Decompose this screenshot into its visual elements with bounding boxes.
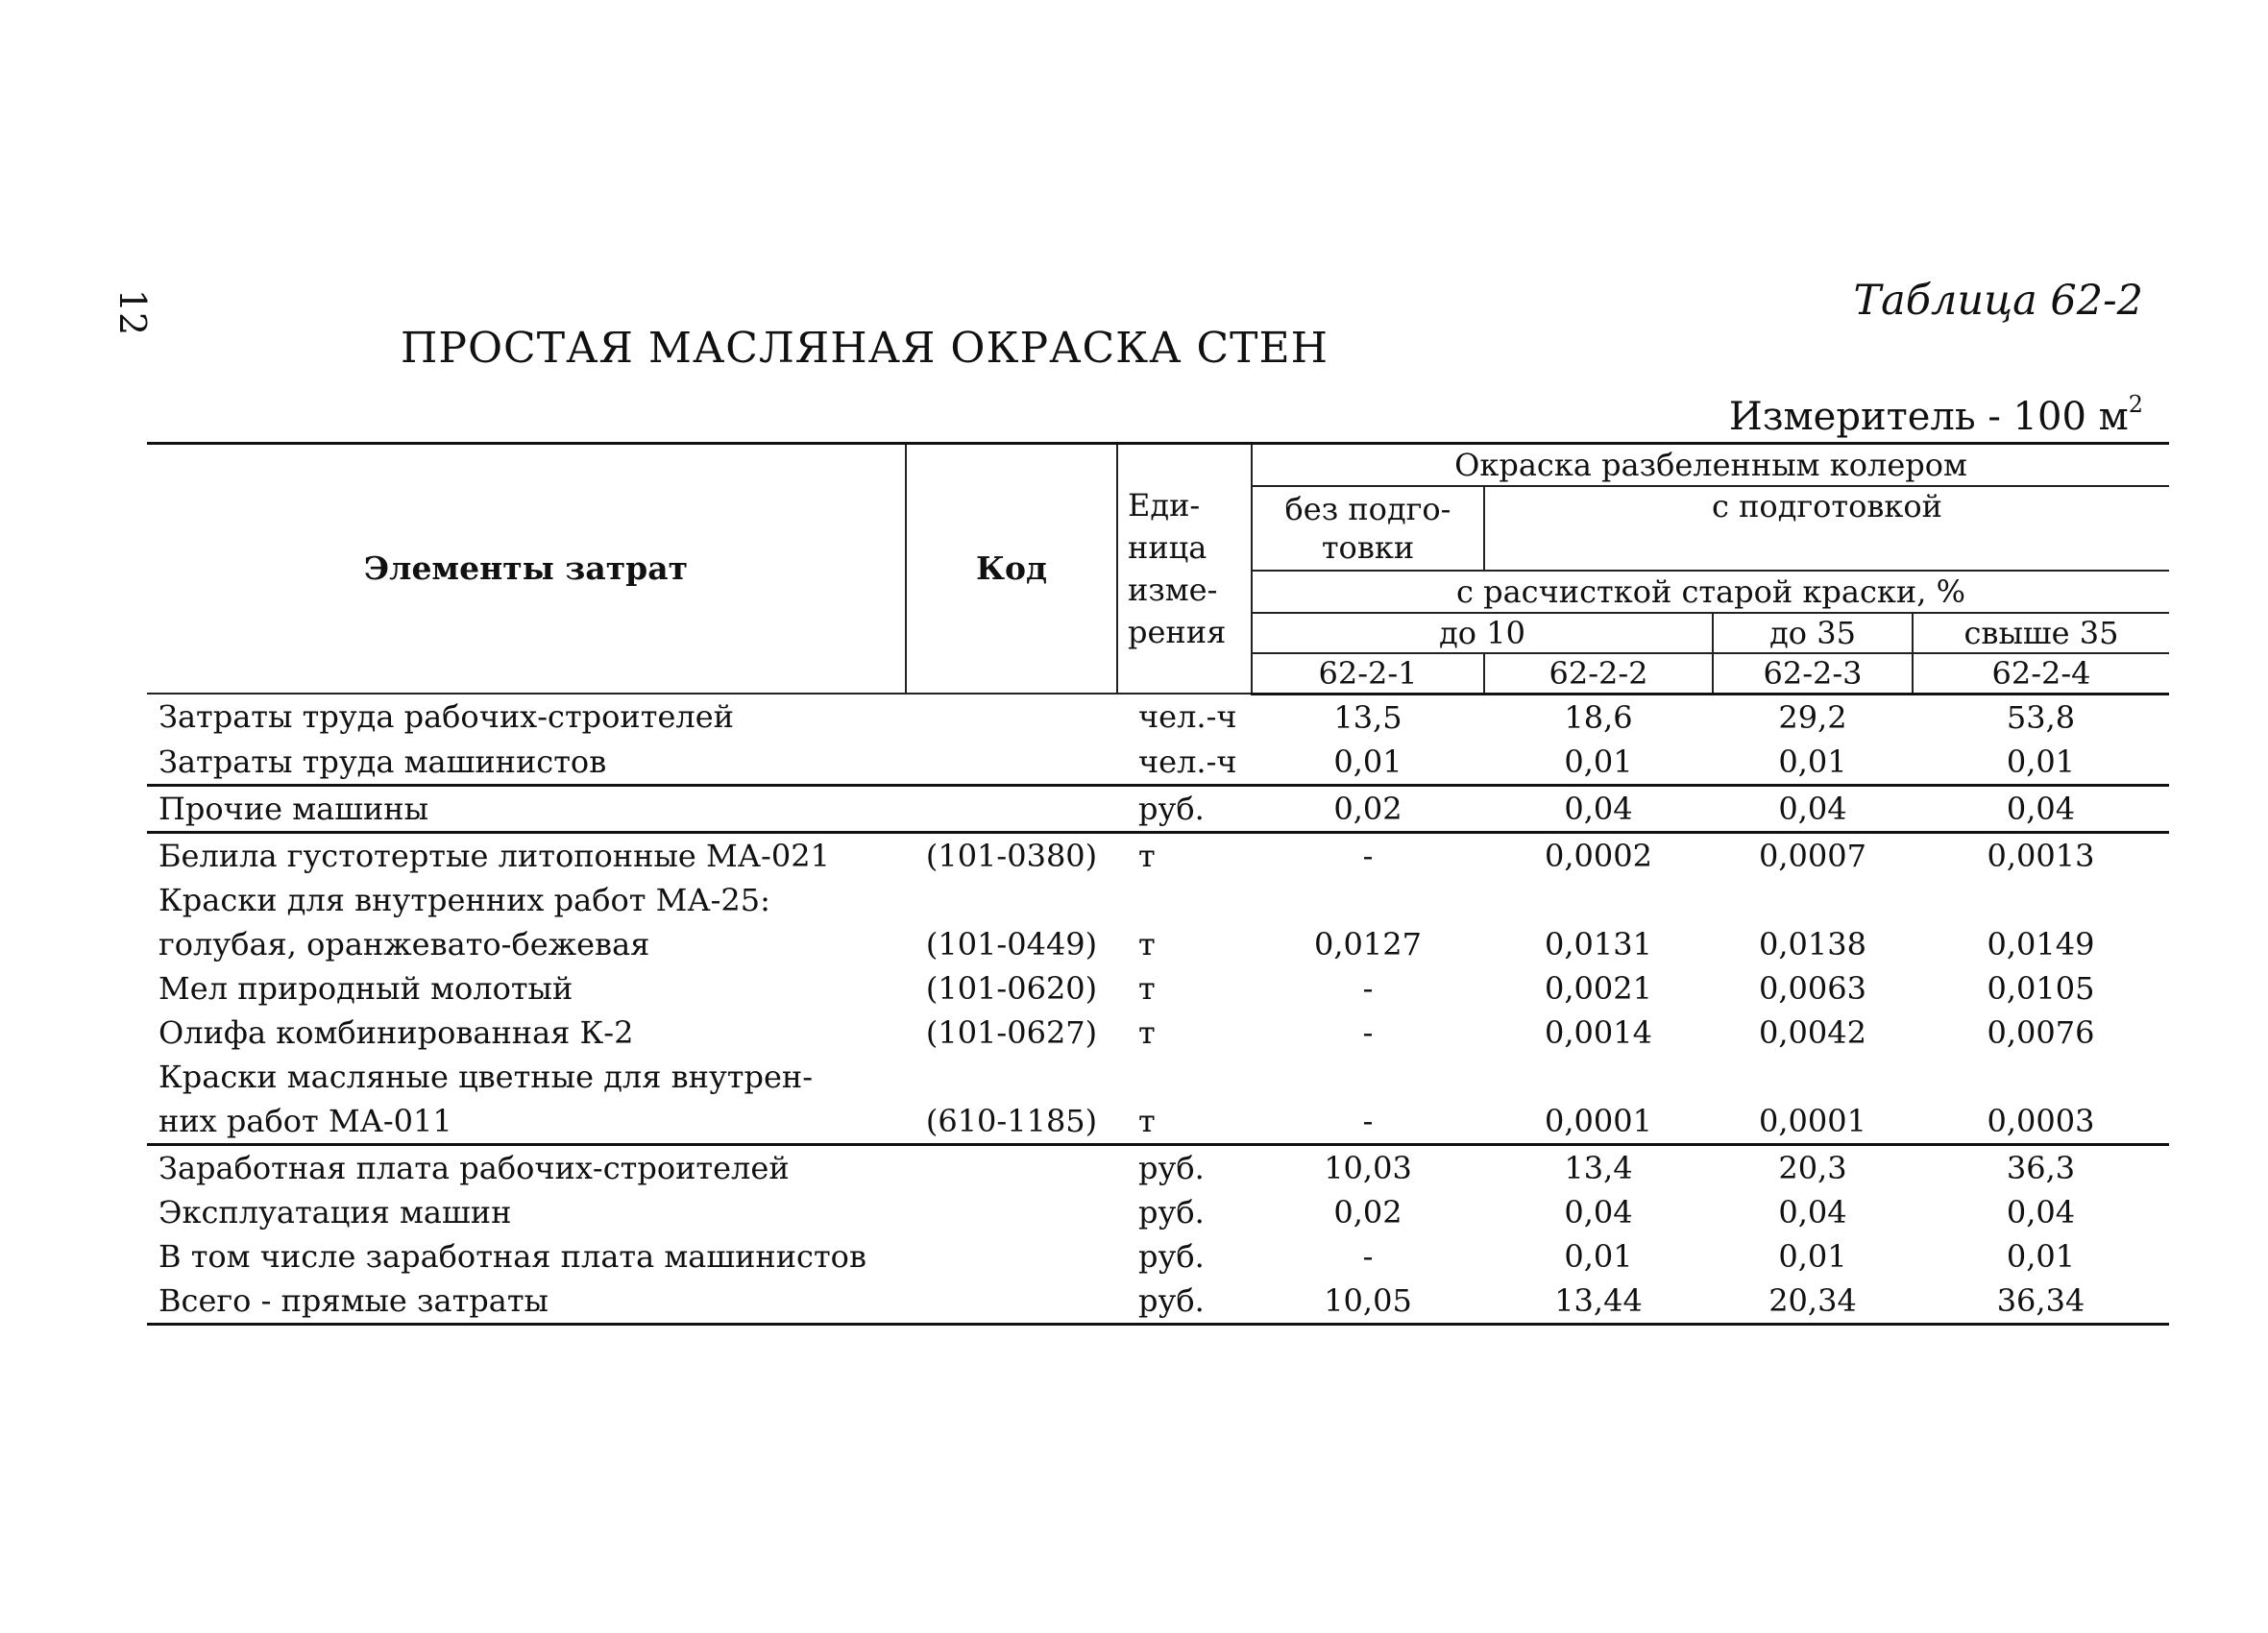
row-value: 0,0149 [1987,925,2095,963]
table-header [147,444,2169,695]
row-value: 0,01 [2006,1237,2076,1275]
table-body [147,694,2169,1324]
row-name: Всего - прямые затраты [147,1279,906,1325]
row-value: 53,8 [2006,698,2076,736]
table-label: Таблица 62-2 [1853,277,2143,325]
row-value: 10,03 [1324,1149,1412,1186]
row-code: (610-1185) [906,1099,1117,1145]
table-row [147,922,2169,966]
row-value: - [1362,837,1374,874]
header-no-prep-line: товки [1321,528,1415,566]
row-value: 0,02 [1252,785,1484,832]
row-unit [1117,878,1252,922]
row-value: 0,04 [1778,1193,1847,1231]
row-name: Краски масляные цветные для внутрен- [159,1058,814,1095]
table-row [147,740,2169,786]
row-value: 0,01 [1333,743,1402,780]
row-name: Краски для внутренних работ МА-25: [159,881,770,918]
row-value: 0,01 [1778,1237,1847,1275]
row-value: 0,0013 [1987,837,2095,874]
row-value: 0,01 [1778,743,1847,780]
table-row [147,1279,2169,1325]
row-value: 0,0002 [1545,837,1652,874]
row-value: 0,04 [1484,785,1713,832]
row-value: 0,04 [1564,1193,1633,1231]
row-name: Затраты труда рабочих-строителей [159,698,734,736]
header-with-prep: с подготовкой [1484,486,2169,571]
row-value [1252,878,1484,922]
header-unit-line: изме- [1128,572,1218,608]
row-value: 0,0007 [1759,837,1866,874]
row-value: 0,0138 [1759,925,1866,963]
row-value: 0,0014 [1545,1013,1652,1051]
row-value: - [1362,1013,1374,1051]
row-value: 29,2 [1778,698,1847,736]
row-value: 0,0003 [1913,1099,2169,1145]
header-unit [1117,444,1252,695]
header-unit-line: рения [1128,614,1227,650]
table-row [147,1144,2169,1190]
table-row [147,832,2169,878]
row-value: - [1362,1237,1374,1275]
table-row [147,1099,2169,1145]
header-code-62-2-3: 62-2-3 [1713,653,1913,695]
row-unit: руб. [1138,1193,1205,1231]
row-unit: т [1138,837,1156,874]
row-value [1713,1055,1913,1099]
row-value: 36,34 [1913,1279,2169,1325]
header-code-62-2-1: 62-2-1 [1252,653,1484,695]
table-row [147,1234,2169,1279]
row-value: 18,6 [1564,698,1633,736]
row-code: (101-0620) [925,969,1098,1007]
row-value [1252,1055,1484,1099]
row-name: них работ МА-011 [147,1099,906,1145]
row-code [906,694,1117,740]
row-unit [1117,1055,1252,1099]
row-value: 0,0127 [1314,925,1422,963]
row-value: 0,0076 [1987,1013,2095,1051]
header-group-title: Окраска разбеленным колером [1252,444,2169,486]
row-name: В том числе заработная плата машинистов [159,1237,866,1275]
header-cleaning: с расчисткой старой краски, % [1252,571,2169,613]
row-code [906,1190,1117,1234]
unit-of-measure [1729,392,2143,442]
row-value [1913,1055,2169,1099]
row-name: Эксплуатация машин [159,1193,512,1231]
row-value: 13,44 [1484,1279,1713,1325]
table-row [147,1011,2169,1055]
unit-of-measure-label: Измеритель - 100 м [1728,395,2129,439]
header-code: Код [906,444,1117,695]
row-name: голубая, оранжевато-бежевая [159,925,650,963]
row-value: 0,0001 [1713,1099,1913,1145]
row-value [1713,878,1913,922]
table-row [147,1190,2169,1234]
table-row [147,966,2169,1011]
header-unit-line: Еди- [1128,487,1201,524]
row-value: 0,04 [2006,1193,2076,1231]
row-code [906,740,1117,786]
header-no-prep-line: без подго- [1284,490,1451,527]
row-code [906,1055,1117,1099]
row-value: 0,0001 [1484,1099,1713,1145]
row-value: 13,4 [1564,1149,1633,1186]
header-code-62-2-2: 62-2-2 [1484,653,1713,695]
row-value: 36,3 [2006,1149,2076,1186]
row-unit: т [1138,925,1156,963]
row-unit: т [1138,969,1156,1007]
row-value: 0,01 [1564,743,1633,780]
row-value: 0,04 [1913,785,2169,832]
page-title: ПРОСТАЯ МАСЛЯНАЯ ОКРАСКА СТЕН [401,324,1329,373]
row-code [906,1144,1117,1190]
header-no-prep [1252,486,1484,571]
row-code [906,1279,1117,1325]
row-name: Затраты труда машинистов [159,743,607,780]
row-name: Белила густотертые литопонные МА-021 [159,837,830,874]
row-value: 0,0063 [1759,969,1866,1007]
row-value: 0,0021 [1545,969,1652,1007]
row-value: - [1252,1099,1484,1145]
header-elements: Элементы затрат [147,444,906,695]
row-value [1484,878,1713,922]
row-code: (101-0449) [925,925,1098,963]
row-value: 20,3 [1778,1149,1847,1186]
row-value: 0,01 [1564,1237,1633,1275]
header-range-over-35: свыше 35 [1913,613,2169,653]
page-number: 12 [111,288,154,336]
header-range-35: до 35 [1713,613,1913,653]
row-value [1913,878,2169,922]
row-name: Олифа комбинированная К-2 [159,1013,634,1051]
row-name: Прочие машины [147,785,906,832]
row-value: 0,02 [1333,1193,1402,1231]
row-code [906,1234,1117,1279]
row-value: - [1362,969,1374,1007]
row-code [906,785,1117,832]
row-unit: руб. [1138,1237,1205,1275]
row-code: (101-0627) [925,1013,1098,1051]
table-row [147,1055,2169,1099]
row-value: 0,0105 [1987,969,2095,1007]
table-row [147,785,2169,832]
row-value: 0,04 [1713,785,1913,832]
row-code [906,878,1117,922]
header-unit-line: ница [1128,529,1207,566]
row-unit: т [1138,1013,1156,1051]
row-value: 0,01 [2006,743,2076,780]
row-name: Мел природный молотый [159,969,573,1007]
cost-table [147,442,2169,1326]
header-range-10: до 10 [1252,613,1713,653]
header-code-62-2-4: 62-2-4 [1913,653,2169,695]
row-unit: руб. [1138,1149,1205,1186]
row-value: 0,0131 [1545,925,1652,963]
row-value: 0,0042 [1759,1013,1866,1051]
row-name: Заработная плата рабочих-строителей [159,1149,790,1186]
row-unit: руб. [1117,1279,1252,1325]
table-row [147,694,2169,740]
row-unit: чел.-ч [1138,698,1237,736]
row-value [1484,1055,1713,1099]
row-unit: т [1117,1099,1252,1145]
row-value: 10,05 [1252,1279,1484,1325]
row-value: 20,34 [1713,1279,1913,1325]
unit-of-measure-superscript: 2 [2128,391,2143,418]
row-value: 13,5 [1333,698,1402,736]
row-unit: руб. [1117,785,1252,832]
row-code: (101-0380) [925,837,1098,874]
row-unit: чел.-ч [1138,743,1237,780]
table-row [147,878,2169,922]
